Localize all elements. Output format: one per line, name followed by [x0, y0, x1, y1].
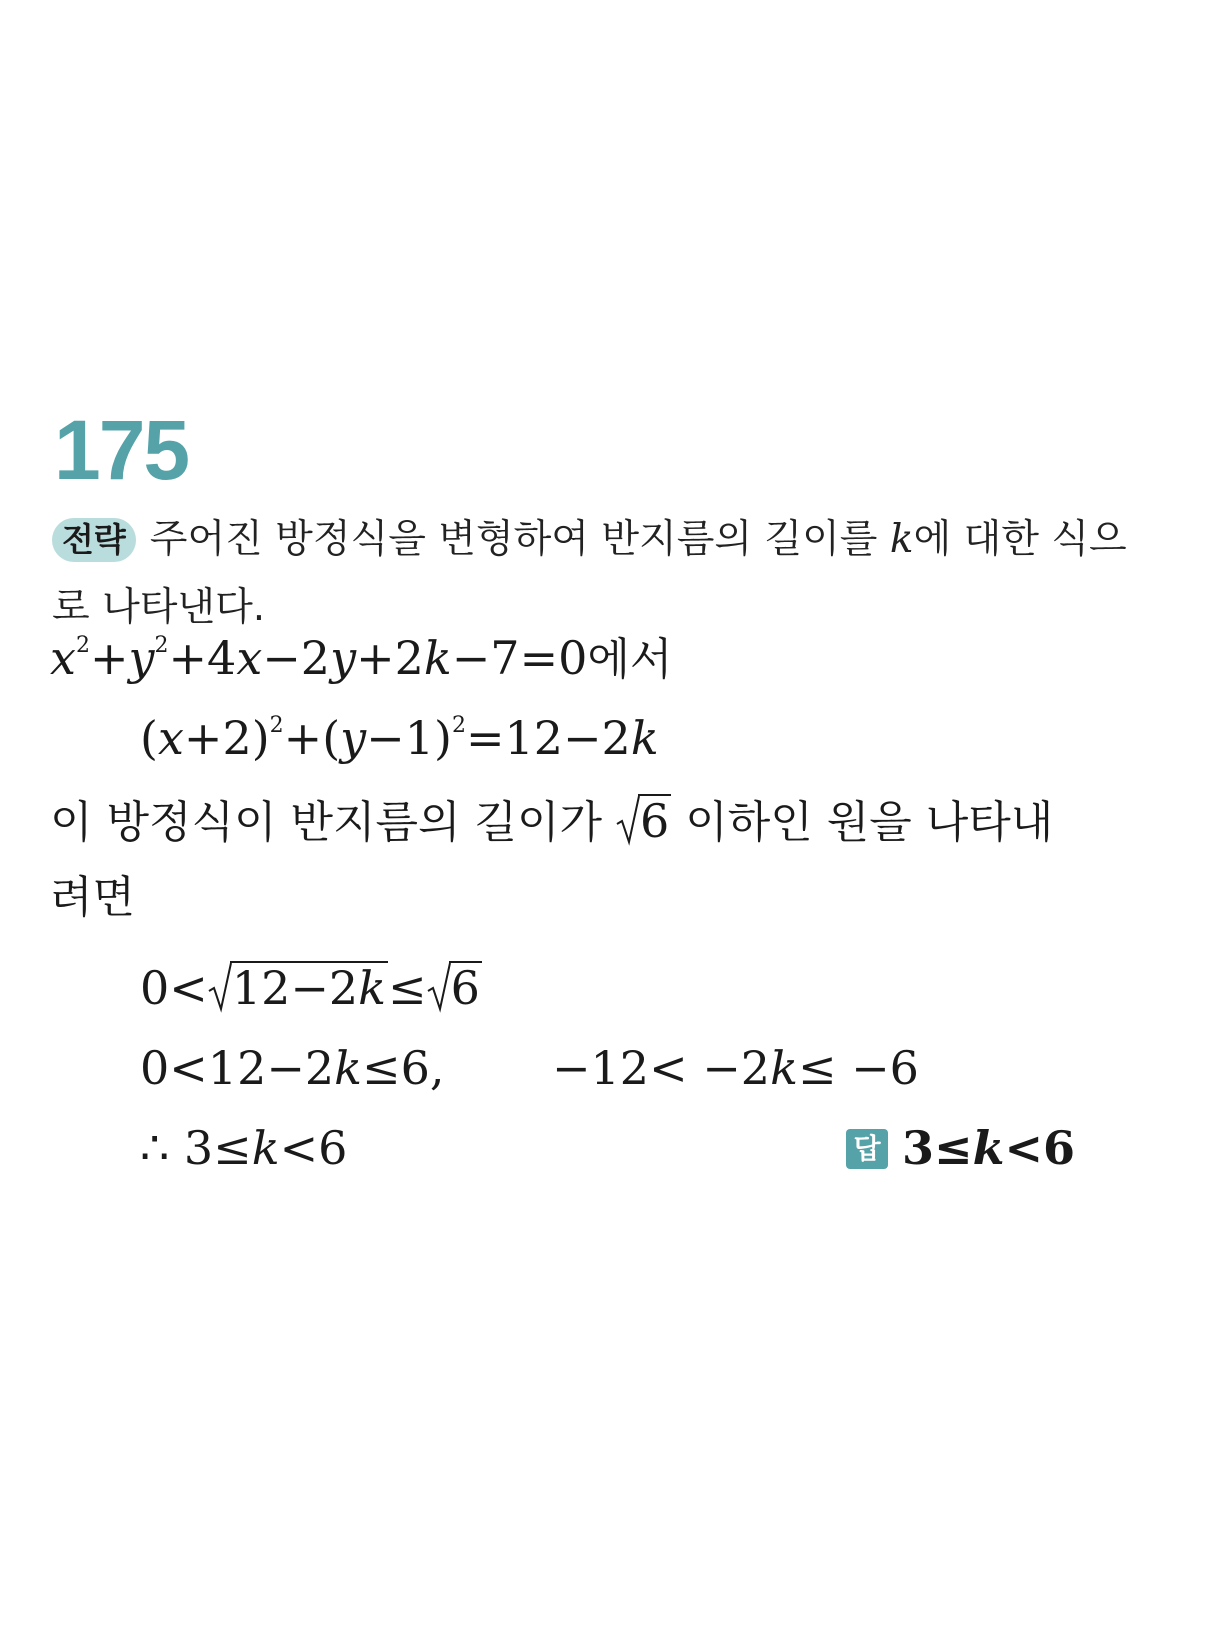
strategy-line	[52, 518, 1127, 562]
strategy-var: k	[889, 517, 914, 562]
conclusion-suffix: <6	[279, 1121, 348, 1175]
condition-text-2: 려면	[50, 872, 136, 923]
ineq2-c: −12< −2	[552, 1041, 771, 1095]
inequality-3: −12< −2k≤ −6	[552, 1041, 919, 1095]
conclusion-prefix: ∴ 3≤	[140, 1121, 252, 1175]
ineq2-a: 0<12−2	[140, 1041, 335, 1095]
strategy-text-1: 주어진 방정식을 변형하여 반지름의 길이를	[149, 517, 890, 562]
ineq1-left: 0<	[140, 961, 208, 1015]
radical-icon	[208, 961, 232, 1013]
equation-2: $(x+2)^2+(y-1)^2=12-2k$	[140, 711, 659, 765]
problem-number: 175	[54, 403, 189, 497]
strategy-badge: 전략	[52, 518, 136, 562]
radical-icon	[427, 961, 451, 1013]
strategy-text-2: 에 대한 식으	[913, 517, 1127, 562]
equation-1-tail: 에서	[587, 634, 673, 685]
equation-2-rhs: 12−2	[504, 711, 631, 765]
conclusion: ∴ 3≤k<6	[140, 1121, 348, 1175]
ineq1-mid: ≤	[388, 961, 427, 1015]
equation-1: $x^2+y^2+4x-2y+2k-7=0$에서	[50, 631, 673, 685]
ineq2-b: ≤6,	[362, 1041, 445, 1095]
answer-value: 3≤k<6	[902, 1121, 1075, 1175]
condition-text	[50, 790, 1053, 851]
inequality-2: 0<12−2k≤6,	[140, 1041, 445, 1095]
condition-text-a: 이 방정식이 반지름의 길이가	[50, 797, 616, 848]
condition-text-b: 이하인 원을 나타내	[671, 797, 1054, 848]
ineq2-d: ≤ −6	[797, 1041, 919, 1095]
inequality-1	[140, 957, 482, 1016]
radical-icon	[616, 794, 640, 846]
strategy-line-2: 로 나타낸다.	[52, 585, 266, 630]
answer	[846, 1120, 1075, 1176]
sqrt-6: 6	[616, 790, 671, 849]
sqrt-6-b: 6	[427, 957, 482, 1016]
sqrt-12-2k: 12−2k	[208, 957, 388, 1016]
answer-badge: 답	[846, 1129, 888, 1169]
